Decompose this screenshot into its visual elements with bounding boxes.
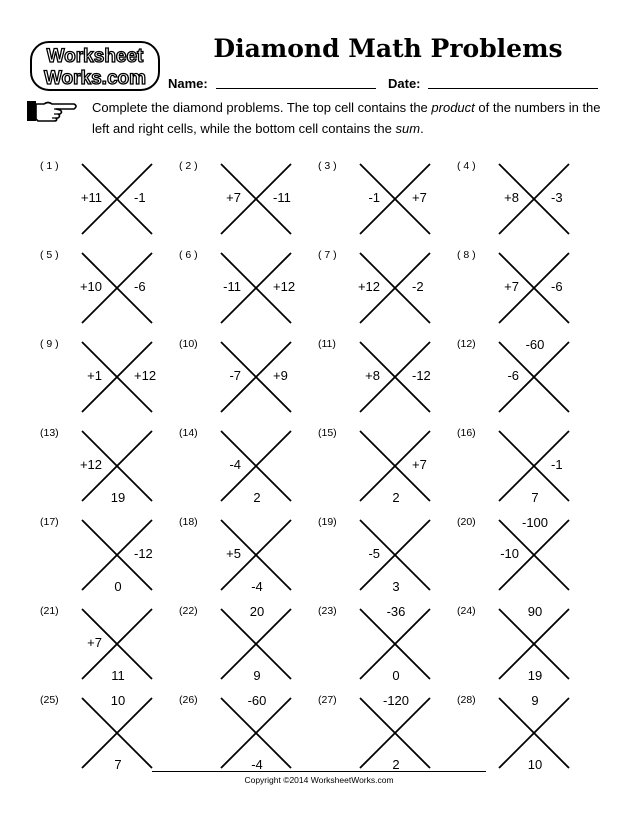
worksheetworks-logo [30, 40, 160, 92]
problem-number: ( 5 ) [40, 249, 59, 261]
problem-number: (19) [318, 516, 337, 528]
problem-number: (27) [318, 694, 337, 706]
cell-left: -5 [368, 546, 380, 561]
diamond-problem [179, 605, 339, 695]
diamond-problem [457, 338, 617, 428]
problem-number: (25) [40, 694, 59, 706]
diamond-problem [318, 605, 478, 695]
cell-left: -4 [229, 457, 241, 472]
cell-bottom: 3 [392, 579, 400, 594]
cell-bottom: 2 [253, 490, 261, 505]
cell-right: +9 [273, 368, 288, 383]
diamond-problem [318, 427, 478, 517]
cell-bottom: 0 [114, 579, 122, 594]
problem-number: ( 4 ) [457, 160, 476, 172]
diamond-problem [457, 160, 617, 250]
cell-right: -1 [134, 190, 146, 205]
pointing-hand-icon [26, 98, 80, 124]
cell-left: +12 [79, 457, 102, 472]
problem-number: (20) [457, 516, 476, 528]
cell-left: +1 [87, 368, 102, 383]
cell-right: -1 [551, 457, 563, 472]
problem-number: (12) [457, 338, 476, 350]
cell-right: -2 [412, 279, 424, 294]
problem-number: ( 9 ) [40, 338, 59, 350]
page-title: Diamond Math Problems [213, 34, 563, 63]
problem-number: (28) [457, 694, 476, 706]
problem-number: (17) [40, 516, 59, 528]
cell-left: -1 [368, 190, 380, 205]
cell-right: -12 [134, 546, 153, 561]
footer-divider [152, 771, 486, 772]
cell-bottom: -4 [251, 579, 263, 594]
cell-right: +7 [412, 457, 427, 472]
cell-top: 9 [531, 693, 539, 708]
cell-bottom: 2 [392, 490, 400, 505]
cell-right: +12 [134, 368, 157, 383]
cell-bottom: 19 [527, 668, 543, 683]
problem-number: (15) [318, 427, 337, 439]
cell-bottom: 0 [392, 668, 400, 683]
diamond-problem [457, 249, 617, 339]
diamond-problem [179, 516, 339, 606]
diamond-problem [318, 516, 478, 606]
cell-top: 10 [110, 693, 126, 708]
diamond-problem [179, 249, 339, 339]
name-label: Name: [168, 76, 208, 91]
cell-left: +12 [357, 279, 380, 294]
cell-top: -100 [521, 515, 549, 530]
cell-top: 90 [527, 604, 543, 619]
logo-line2: Works.com [43, 68, 147, 89]
problem-number: (23) [318, 605, 337, 617]
cell-right: +12 [273, 279, 296, 294]
date-label: Date: [388, 76, 421, 91]
diamond-problem [457, 605, 617, 695]
problem-number: (10) [179, 338, 198, 350]
problem-number: (21) [40, 605, 59, 617]
problem-number: ( 6 ) [179, 249, 198, 261]
cell-left: -10 [500, 546, 519, 561]
problem-number: ( 8 ) [457, 249, 476, 261]
cell-bottom: 7 [114, 757, 122, 772]
cell-bottom: 19 [110, 490, 126, 505]
problem-number: ( 1 ) [40, 160, 59, 172]
problem-number: (22) [179, 605, 198, 617]
diamond-problem [40, 338, 200, 428]
cell-bottom: 11 [111, 668, 125, 683]
cell-top: -120 [382, 693, 410, 708]
problem-number: (13) [40, 427, 59, 439]
name-field[interactable] [216, 88, 376, 89]
diamond-problem [318, 338, 478, 428]
problem-number: (24) [457, 605, 476, 617]
problem-number: (14) [179, 427, 198, 439]
diamond-problem [318, 160, 478, 250]
diamond-problem [457, 427, 617, 517]
diamond-problem [179, 427, 339, 517]
cell-top: -36 [386, 604, 406, 619]
cell-bottom: 7 [531, 490, 539, 505]
cell-left: +7 [504, 279, 519, 294]
cell-left: -6 [507, 368, 519, 383]
diamond-problem [40, 427, 200, 517]
cell-top: -60 [247, 693, 267, 708]
cell-right: -12 [412, 368, 431, 383]
problem-number: (26) [179, 694, 198, 706]
problem-number: ( 3 ) [318, 160, 337, 172]
cell-left: +7 [226, 190, 241, 205]
cell-right: +7 [412, 190, 427, 205]
cell-top: -60 [525, 337, 545, 352]
cell-left: +10 [79, 279, 102, 294]
cell-bottom: 10 [527, 757, 543, 772]
cell-left: +7 [87, 635, 102, 650]
diamond-problem [40, 160, 200, 250]
diamond-problem [318, 249, 478, 339]
cell-left: +8 [365, 368, 380, 383]
cell-left: +8 [504, 190, 519, 205]
cell-left: +11 [80, 190, 102, 205]
instructions: Complete the diamond problems. The top cell contains the product of the numbers in the left and right cells, while the bottom cell contains the sum. [92, 100, 601, 136]
cell-left: -11 [223, 279, 241, 294]
diamond-problem [40, 249, 200, 339]
copyright: Copyright ©2014 WorksheetWorks.com [244, 775, 394, 785]
cell-bottom: 9 [253, 668, 261, 683]
problem-number: (16) [457, 427, 476, 439]
diamond-problem [179, 338, 339, 428]
diamond-problem [40, 605, 200, 695]
cell-left: -7 [229, 368, 241, 383]
cell-right: -3 [551, 190, 563, 205]
problem-number: ( 2 ) [179, 160, 198, 172]
diamond-problem [457, 516, 617, 606]
cell-right: -11 [273, 190, 291, 205]
cell-bottom: -4 [251, 757, 263, 772]
cell-right: -6 [134, 279, 146, 294]
problem-number: (18) [179, 516, 198, 528]
cell-left: +5 [226, 546, 241, 561]
problem-number: (11) [318, 338, 336, 350]
problem-number: ( 7 ) [318, 249, 337, 261]
cell-top: 20 [249, 604, 265, 619]
cell-bottom: 2 [392, 757, 400, 772]
diamond-problem [179, 160, 339, 250]
logo-line1: Worksheet [46, 46, 144, 67]
date-field[interactable] [428, 88, 598, 89]
diamond-problem [40, 516, 200, 606]
cell-right: -6 [551, 279, 563, 294]
